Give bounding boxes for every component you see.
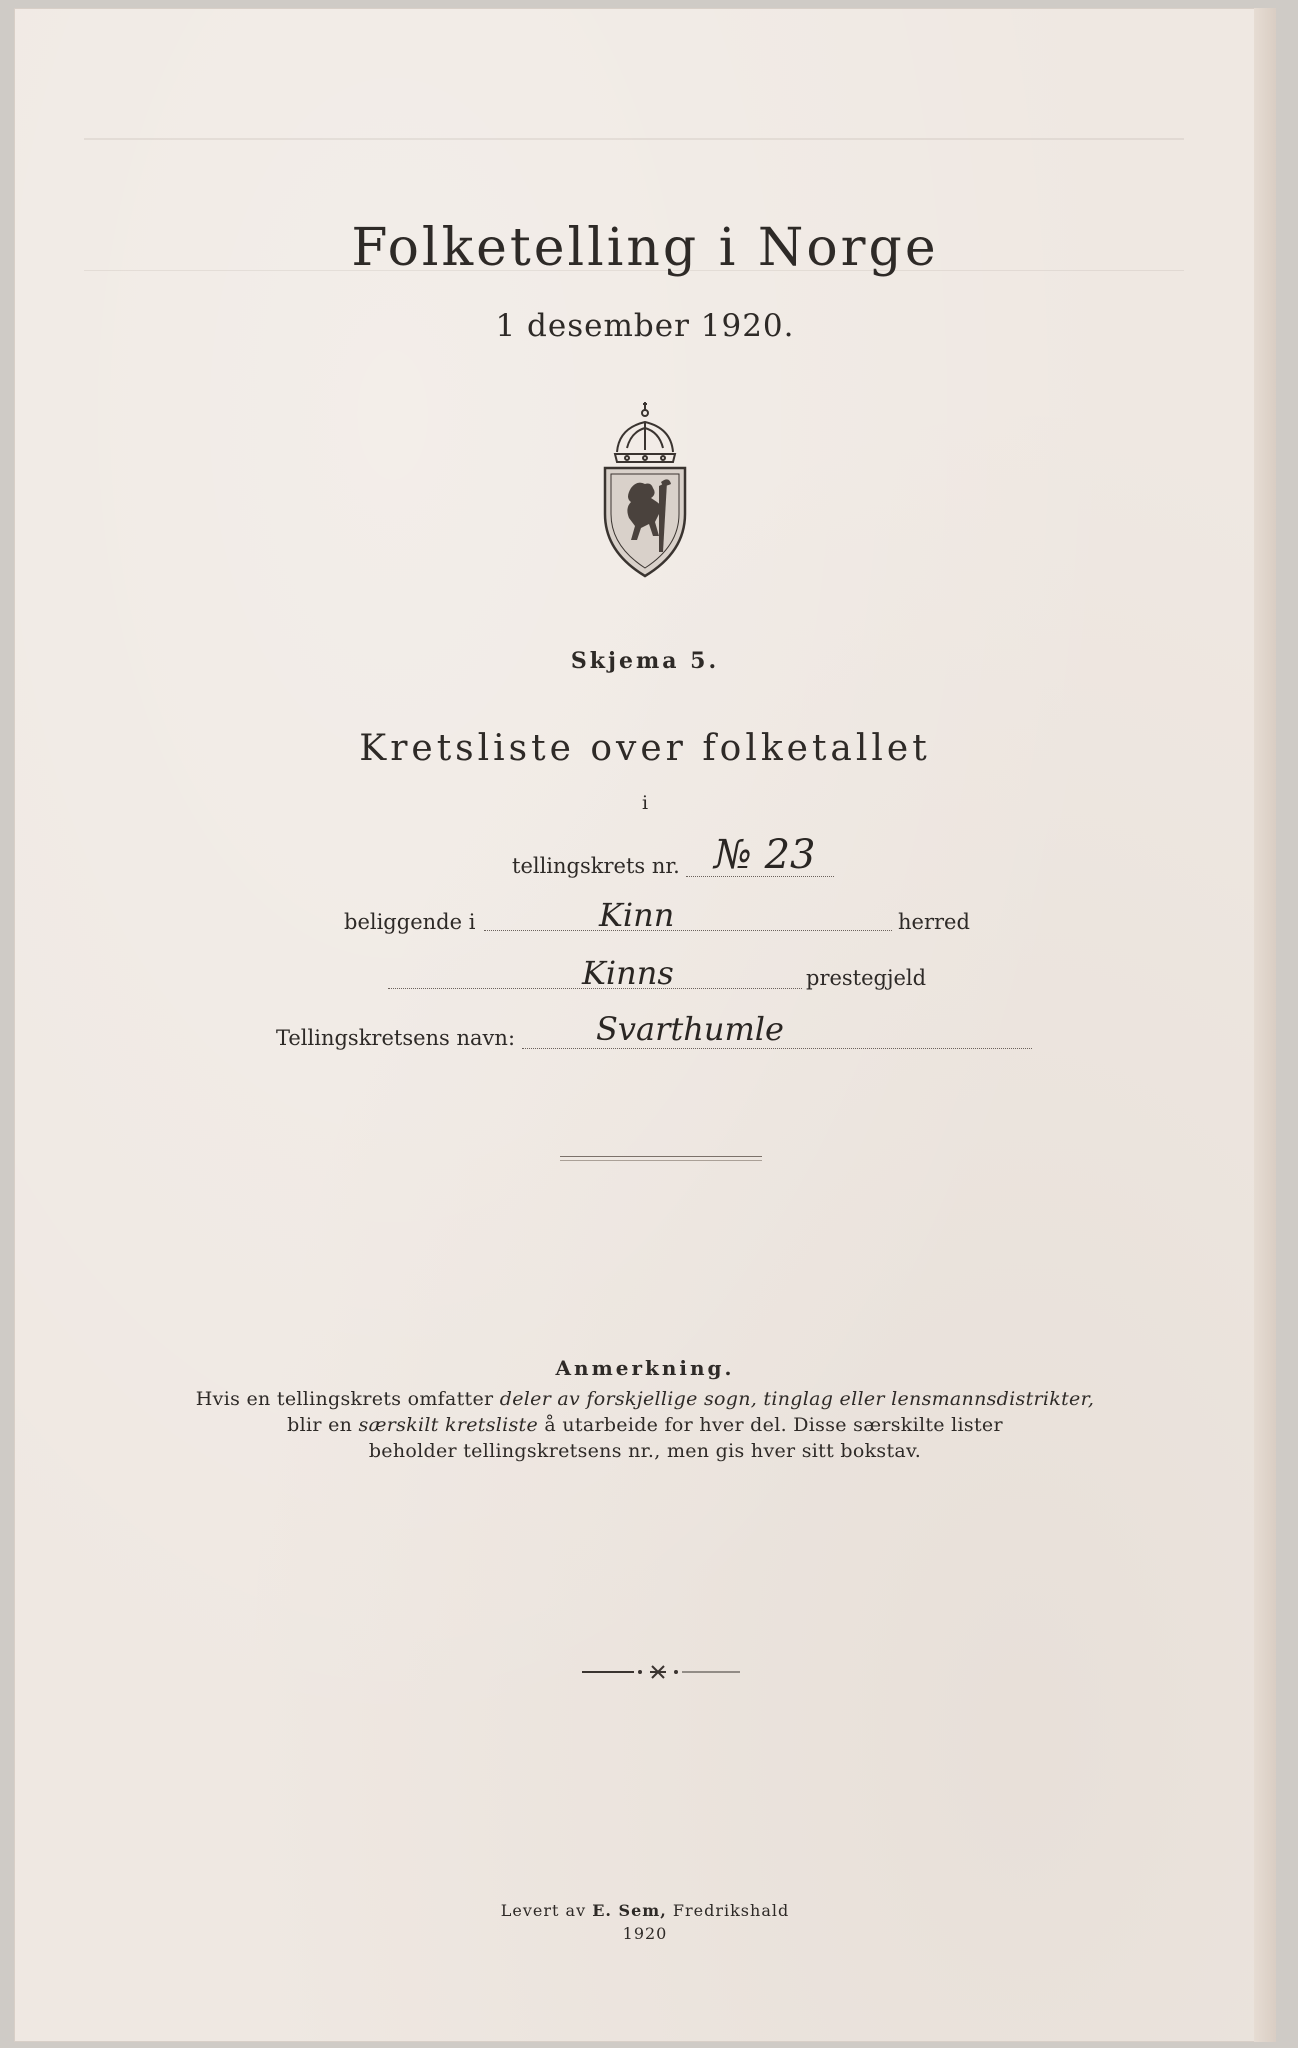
parish-label: prestegjeld xyxy=(806,966,927,990)
note-line-1-text: Hvis en tellingskrets omfatter xyxy=(195,1388,494,1410)
census-date: 1 desember 1920. xyxy=(495,308,795,344)
printer-location: Fredrikshald xyxy=(672,1901,790,1920)
divider-rule-secondary xyxy=(560,1160,762,1161)
located-in-value: Kinn xyxy=(599,896,675,934)
note-line-1-italic: deler av forskjellige sogn, tinglag eller lensmannsdistrikter, xyxy=(499,1388,1095,1410)
note-line-1 xyxy=(14,1388,1276,1410)
located-in-line xyxy=(484,930,892,931)
norwegian-coat-of-arms-icon xyxy=(597,402,693,578)
parish-value: Kinns xyxy=(582,954,674,992)
divider-rule xyxy=(560,1156,762,1157)
note-line-2-text: blir en xyxy=(287,1414,353,1436)
district-name-value: Svarthumle xyxy=(596,1010,784,1048)
printer-prefix: Levert av xyxy=(500,1901,587,1920)
printer-name: E. Sem, xyxy=(592,1901,667,1920)
schema-label: Skjema 5. xyxy=(570,648,720,674)
located-in-label: beliggende i xyxy=(344,910,476,934)
printer-line xyxy=(14,1901,1276,1920)
note-line-2 xyxy=(14,1414,1276,1436)
ornament-divider-icon xyxy=(582,1664,740,1680)
district-name-line xyxy=(522,1048,1032,1049)
district-number-value: № 23 xyxy=(714,832,816,878)
district-number-label: tellingskrets nr. xyxy=(512,854,680,878)
form-heading: Kretsliste over folketallet xyxy=(359,728,931,769)
print-year: 1920 xyxy=(622,1924,668,1943)
note-heading: Anmerkning. xyxy=(555,1356,735,1380)
connector-word: i xyxy=(641,792,649,814)
census-form-page xyxy=(14,8,1276,2042)
page-title: Folketelling i Norge xyxy=(351,218,939,278)
herred-label: herred xyxy=(898,910,970,934)
note-line-2-italic: særskilt kretsliste xyxy=(358,1414,539,1436)
district-name-label: Tellingskretsens navn: xyxy=(276,1026,516,1050)
note-line-3: beholder tellingskretsens nr., men gis hver sitt bokstav. xyxy=(368,1440,922,1462)
note-line-2-rest: å utarbeide for hver del. Disse særskilte lister xyxy=(544,1414,1003,1436)
